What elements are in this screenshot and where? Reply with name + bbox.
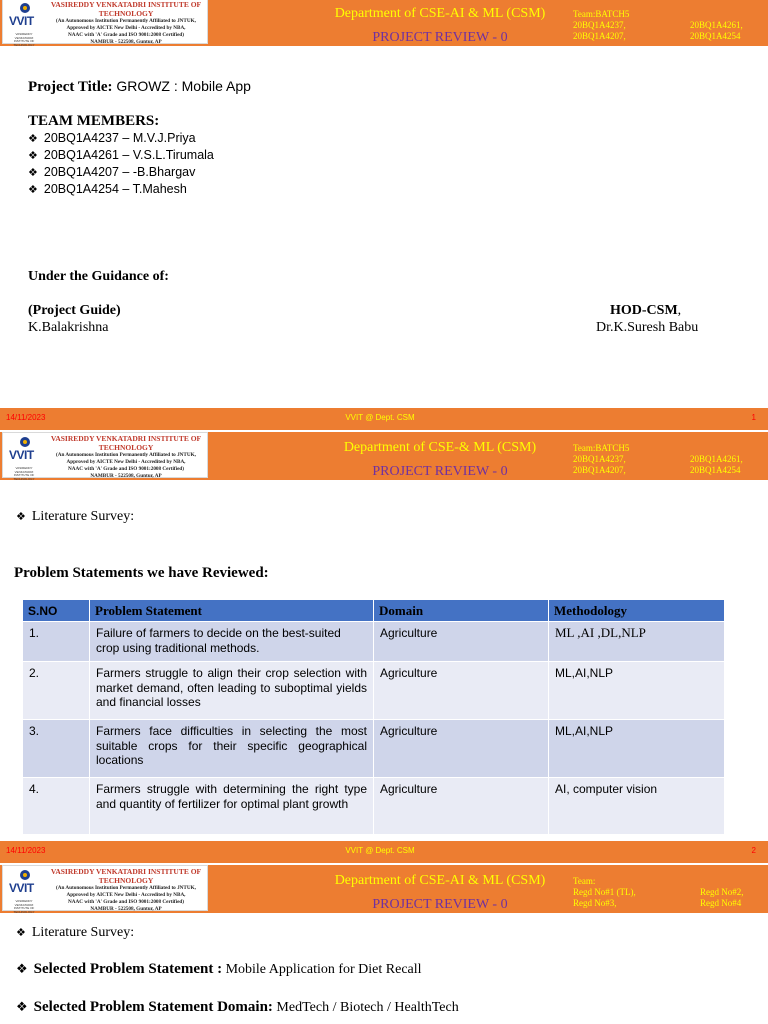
vvit-logo-icon [5, 2, 43, 47]
team-member-item: ❖ 20BQ1A4237 – M.V.J.Priya [28, 131, 196, 145]
column-header: Domain [374, 600, 549, 622]
guide-role: (Project Guide) [28, 303, 121, 318]
logo-mark-text: VVIT [9, 448, 34, 462]
logo-mark-subtitle: VASIREDDY VENKATADRI INSTITUTE OF TECHNOLOGY [13, 899, 35, 914]
problems-heading: Problem Statements we have Reviewed: [14, 565, 269, 581]
table-cell: ML,AI,NLP [549, 662, 725, 720]
column-header: Methodology [549, 600, 725, 622]
table-cell: Agriculture [374, 720, 549, 778]
guide-name: K.Balakrishna [28, 320, 109, 335]
vvit-logo-icon [5, 869, 43, 914]
diamond-bullet-icon: ❖ [28, 149, 38, 162]
slide3-header [0, 865, 768, 913]
team-info-right: Regd No#2, Regd No#4 [700, 887, 744, 908]
team-members-heading: TEAM MEMBERS: [28, 113, 160, 129]
project-review-label: PROJECT REVIEW - 0 [372, 30, 508, 45]
team-info-right: 20BQ1A4261, 20BQ1A4254 [690, 20, 743, 41]
diamond-bullet-icon: ❖ [28, 166, 38, 179]
vvit-logo-icon [5, 436, 43, 481]
institute-logo [2, 432, 208, 481]
table-cell: 1. [23, 622, 90, 662]
team-info-right: 20BQ1A4261, 20BQ1A4254 [690, 454, 743, 475]
diamond-bullet-icon: ❖ [16, 510, 26, 523]
team-member-item: ❖ 20BQ1A4207 – -B.Bhargav [28, 165, 196, 179]
guidance-heading: Under the Guidance of: [28, 269, 169, 284]
diamond-bullet-icon: ❖ [28, 132, 38, 145]
table-cell: ML ,AI ,DL,NLP [549, 622, 725, 662]
department-title: Department of CSE-& ML (CSM) [343, 440, 537, 455]
slide2-footer [0, 841, 768, 863]
hod-name: Dr.K.Suresh Babu [596, 320, 699, 335]
slide2-header [0, 432, 768, 480]
footer-date: 14/11/2023 [6, 846, 46, 855]
table-row [23, 622, 725, 662]
footer-page-number: 2 [751, 846, 756, 855]
logo-mark-text: VVIT [9, 881, 34, 895]
table-cell: Farmers face difficulties in selecting the most suitable crops for their specific geographical locations [90, 720, 374, 778]
literature-survey-label: ❖ Literature Survey: [16, 925, 135, 940]
diamond-bullet-icon: ❖ [16, 962, 28, 977]
selected-problem-domain: ❖ Selected Problem Statement Domain: MedTech / Biotech / HealthTech [16, 999, 459, 1015]
footer-center: VVIT @ Dept. CSM [345, 846, 415, 855]
slide1-header [0, 0, 768, 46]
team-member-item: ❖ 20BQ1A4254 – T.Mahesh [28, 182, 187, 196]
table-cell: AI, computer vision [549, 778, 725, 835]
institute-logo [2, 0, 208, 47]
footer-page-number: 1 [751, 413, 756, 422]
logo-text: VASIREDDY VENKATADRI INSTITUTE OF TECHNOLOGY (An Autonomous Institution Permanently Affiliated to JNTUK, Approved by AICTE New Delhi - Accredited by NBA, NAAC with 'A' Grade and ISO 9001:2008 Certified) NAMBUR - 522508, Guntur, AP [50, 0, 202, 45]
table-header-row [23, 600, 725, 622]
logo-text: VASIREDDY VENKATADRI INSTITUTE OF TECHNOLOGY (An Autonomous Institution Permanently Affiliated to JNTUK, Approved by AICTE New Delhi - Accredited by NBA, NAAC with 'A' Grade and ISO 9001:2008 Certified) NAMBUR - 522508, Guntur, AP [50, 434, 202, 479]
department-title: Department of CSE-AI & ML (CSM) [334, 6, 546, 21]
team-info-left: Team:BATCH5 20BQ1A4237, 20BQ1A4207, [573, 9, 630, 41]
table-cell: Farmers struggle to align their crop selection with market demand, often leading to suboptimal yields and financial losses [90, 662, 374, 720]
team-info-left: Team: Regd No#1 (TL), Regd No#3, [573, 876, 636, 908]
table-cell: 3. [23, 720, 90, 778]
institute-logo [2, 865, 208, 914]
department-title: Department of CSE-AI & ML (CSM) [334, 873, 546, 888]
table-row [23, 778, 725, 835]
table-cell: 2. [23, 662, 90, 720]
table-cell: Agriculture [374, 622, 549, 662]
column-header: Problem Statement [90, 600, 374, 622]
table-cell: Farmers struggle with determining the right type and quantity of fertilizer for optimal plant growth [90, 778, 374, 835]
footer-date: 14/11/2023 [6, 413, 46, 422]
logo-mark-subtitle: VASIREDDY VENKATADRI INSTITUTE OF TECHNOLOGY [13, 32, 35, 47]
logo-mark-subtitle: VASIREDDY VENKATADRI INSTITUTE OF TECHNOLOGY [13, 466, 35, 481]
project-review-label: PROJECT REVIEW - 0 [372, 897, 508, 912]
diamond-bullet-icon: ❖ [28, 183, 38, 196]
logo-text: VASIREDDY VENKATADRI INSTITUTE OF TECHNOLOGY (An Autonomous Institution Permanently Affiliated to JNTUK, Approved by AICTE New Delhi - Accredited by NBA, NAAC with 'A' Grade and ISO 9001:2008 Certified) NAMBUR - 522508, Guntur, AP [50, 867, 202, 912]
team-member-item: ❖ 20BQ1A4261 – V.S.L.Tirumala [28, 148, 214, 162]
literature-survey-label: ❖ Literature Survey: [16, 509, 135, 524]
selected-problem-statement: ❖ Selected Problem Statement : Mobile Application for Diet Recall [16, 961, 422, 977]
table-row [23, 720, 725, 778]
table-cell: ML,AI,NLP [549, 720, 725, 778]
team-info-left: Team:BATCH5 20BQ1A4237, 20BQ1A4207, [573, 443, 630, 475]
table-cell: Agriculture [374, 662, 549, 720]
project-title: Project Title: GROWZ : Mobile App [28, 78, 251, 95]
table-row [23, 662, 725, 720]
table-cell: Agriculture [374, 778, 549, 835]
table-cell: Failure of farmers to decide on the best-suited crop using traditional methods. [90, 622, 374, 662]
footer-center: VVIT @ Dept. CSM [345, 413, 415, 422]
hod-role: HOD-CSM, [610, 303, 682, 318]
table-cell: 4. [23, 778, 90, 835]
logo-mark-text: VVIT [9, 14, 34, 28]
problem-statements-table [22, 599, 725, 835]
diamond-bullet-icon: ❖ [16, 1000, 28, 1015]
project-review-label: PROJECT REVIEW - 0 [372, 464, 508, 479]
slide1-footer [0, 408, 768, 430]
diamond-bullet-icon: ❖ [16, 926, 26, 939]
column-header: S.NO [23, 600, 90, 622]
